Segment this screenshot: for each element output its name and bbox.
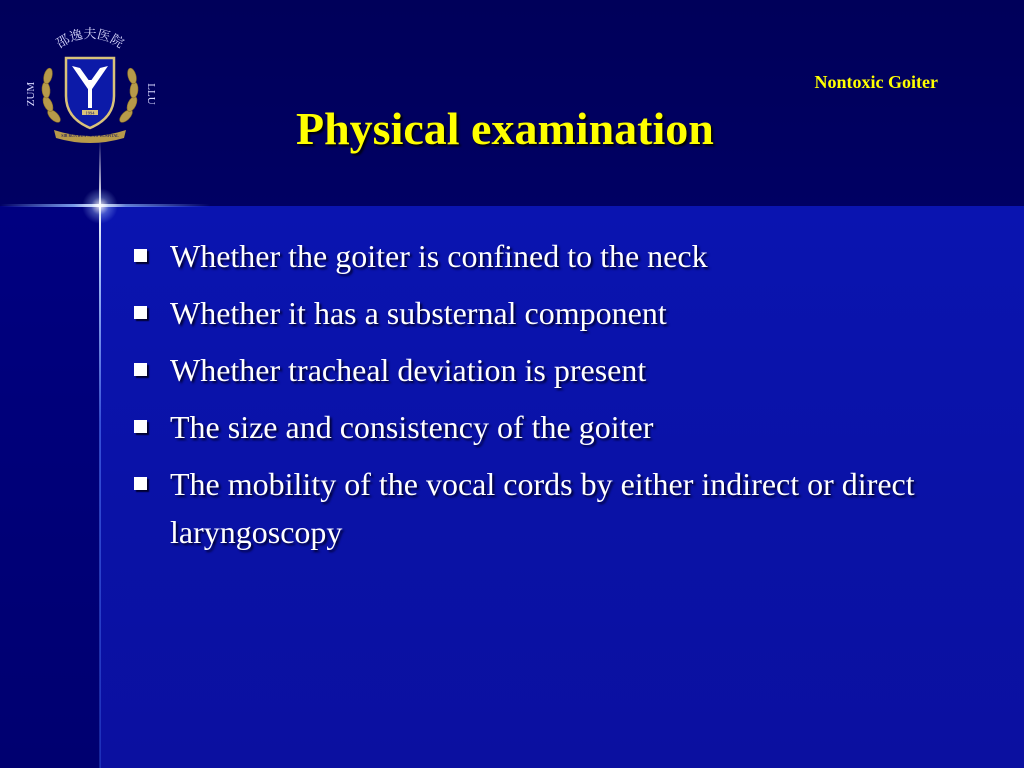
cross-glow: [82, 188, 118, 224]
bullet-list: [132, 232, 972, 565]
bullet-item: [132, 460, 972, 556]
bullet-square-icon: [134, 420, 147, 433]
bullet-item: [132, 346, 972, 394]
bullet-text: The mobility of the vocal cords by either indirect or direct laryngoscopy: [170, 466, 915, 550]
logo-top-text: 邵逸夫医院: [53, 27, 127, 52]
hospital-logo: [14, 14, 164, 144]
bullet-square-icon: [134, 306, 147, 319]
logo-left-text: ZUM: [25, 81, 37, 107]
bullet-text: The size and consistency of the goiter: [170, 409, 654, 445]
bullet-item: [132, 289, 972, 337]
bullet-square-icon: [134, 363, 147, 376]
logo-year: 1994: [85, 110, 95, 116]
logo-banner: SIR RUN RUN SHAW HOSPITAL: [61, 133, 119, 138]
bullet-item: [132, 403, 972, 451]
bullet-square-icon: [134, 249, 147, 262]
slide-subtitle: Nontoxic Goiter: [814, 72, 938, 92]
bullet-text: Whether it has a substernal component: [170, 295, 667, 331]
bullet-text: Whether tracheal deviation is present: [170, 352, 647, 388]
bullet-text: Whether the goiter is confined to the neck: [170, 238, 708, 274]
slide-title: Physical examination: [296, 103, 714, 154]
vertical-light-line: [99, 140, 101, 768]
bullet-square-icon: [134, 477, 147, 490]
left-band: [0, 206, 100, 768]
bullet-item: [132, 232, 972, 280]
logo-right-text: LLU: [145, 83, 157, 105]
